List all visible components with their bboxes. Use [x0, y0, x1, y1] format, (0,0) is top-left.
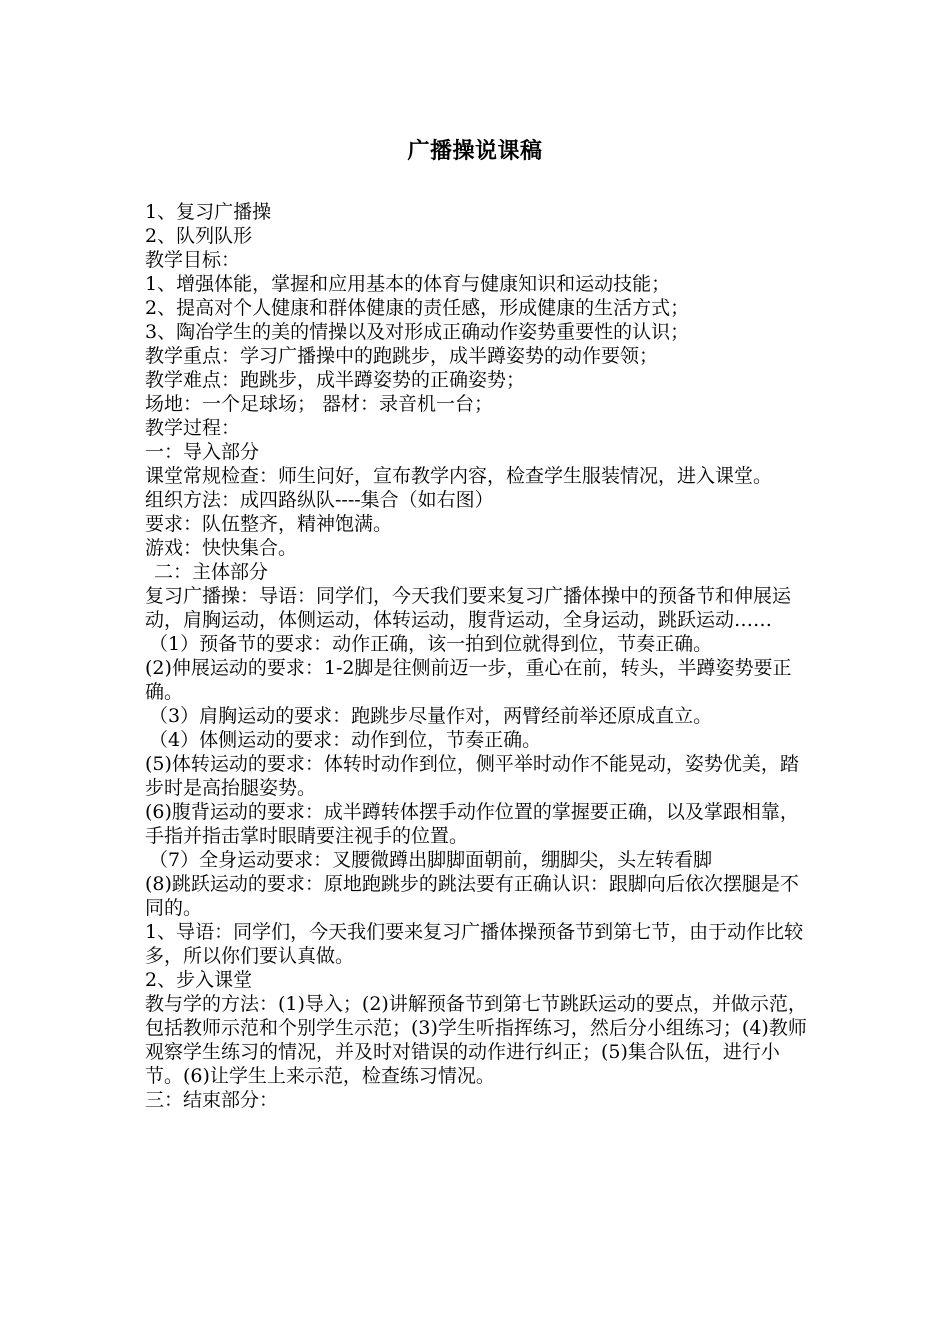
text-line: 3、陶冶学生的美的情操以及对形成正确动作姿势重要性的认识；	[145, 321, 690, 343]
document-title: 广播操说课稿	[407, 138, 543, 164]
text-line: 要求：队伍整齐，精神饱满。	[145, 513, 393, 535]
text-line: 游戏：快快集合。	[145, 537, 298, 559]
text-line: 教学重点：学习广播操中的跑跳步，成半蹲姿势的动作要领；	[145, 345, 659, 367]
text-line: (5)体转运动的要求：体转时动作到位，侧平举时动作不能晃动，姿势优美，踏步时是高抬腿姿势。	[145, 753, 799, 799]
text-line: 场地：一个足球场； 器材：录音机一台；	[145, 393, 494, 415]
text-line: 1、复习广播操	[145, 201, 272, 223]
text-line: (2)伸展运动的要求：1-2脚是往侧前迈一步，重心在前，转头，半蹲姿势要正确。	[145, 657, 792, 703]
text-line: 教学难点：跑跳步，成半蹲姿势的正确姿势；	[145, 369, 526, 391]
text-line: （3）肩胸运动的要求：跑跳步尽量作对，两臂经前举还原成直立。	[149, 705, 713, 727]
document-body	[145, 200, 815, 1112]
text-line: 教与学的方法：(1)导入；(2)讲解预备节到第七节跳跃运动的要点，并做示范，包括教师示范和个别学生示范；(3)学生听指挥练习，然后分小组练习；(4)教师观察学生练习的情况，并及时对错误的动作进行纠正；(5)集合队伍，进行小节。(6)让学生上来示范，检查练习情况。	[145, 993, 807, 1087]
text-line: 2、步入课堂	[145, 969, 253, 991]
text-line: 1、增强体能，掌握和应用基本的体育与健康知识和运动技能；	[145, 273, 671, 295]
text-line: 组织方法：成四路纵队----集合（如右图）	[145, 489, 494, 511]
text-line: 复习广播操：导语：同学们，今天我们要来复习广播体操中的预备节和伸展运动，肩胸运动，体侧运动，体转运动，腹背运动，全身运动，跳跃运动……	[145, 585, 792, 631]
text-line: （4）体侧运动的要求：动作到位，节奏正确。	[149, 729, 542, 751]
text-line: 2、提高对个人健康和群体健康的责任感，形成健康的生活方式；	[145, 297, 690, 319]
text-line: (8)跳跃运动的要求：原地跑跳步的跳法要有正确认识：跟脚向后依次摆腿是不同的。	[145, 873, 799, 919]
text-line: 2、队列队形	[145, 225, 253, 247]
text-line: 一：导入部分	[145, 441, 260, 463]
text-line: （7）全身运动要求：叉腰微蹲出脚脚面朝前，绷脚尖，头左转看脚	[149, 849, 713, 871]
text-line: 三：结束部分：	[145, 1089, 279, 1111]
text-line: 课堂常规检查：师生问好，宣布教学内容，检查学生服装情况，进入课堂。	[145, 465, 773, 487]
text-line: (6)腹背运动的要求：成半蹲转体摆手动作位置的掌握要正确，以及掌跟相靠，手指并指击掌时眼睛要注视手的位置。	[145, 801, 799, 847]
text-line: 教学目标：	[145, 249, 241, 271]
section-heading: 二：主体部分	[154, 561, 269, 583]
text-line: 教学过程：	[145, 417, 241, 439]
text-line: （1）预备节的要求：动作正确，该一拍到位就得到位，节奏正确。	[149, 633, 713, 655]
text-line: 1、导语：同学们，今天我们要来复习广播体操预备节到第七节，由于动作比较多，所以你们要认真做。	[145, 921, 804, 967]
